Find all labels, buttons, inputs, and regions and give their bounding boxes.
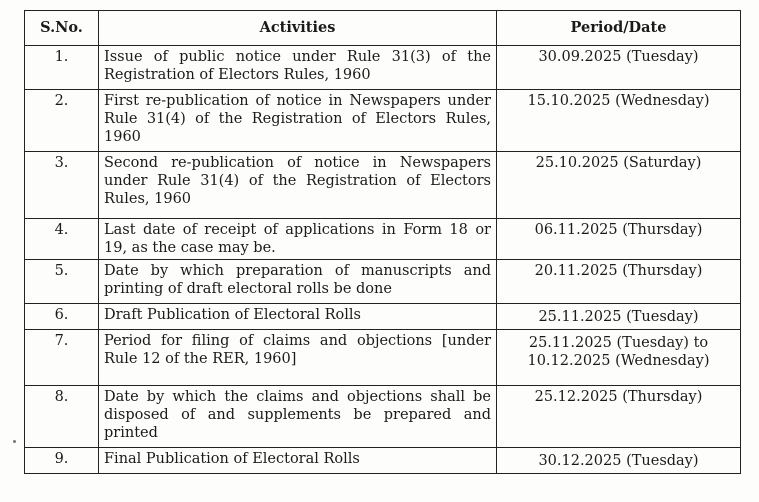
row-activity: First re-publication of notice in Newspapers under Rule 31(4) of the Registration of Electors Rules, 1960 [99,90,497,152]
row-activity: Date by which the claims and objections shall be disposed of and supplements be prepared and printed [99,386,497,448]
table-row [25,46,741,90]
row-sno: 7. [25,330,99,386]
row-date: 25.12.2025 (Thursday) [497,386,741,448]
header-period-date: Period/Date [497,11,741,46]
row-date: 25.11.2025 (Tuesday) [497,304,741,330]
row-activity: Second re-publication of notice in Newspapers under Rule 31(4) of the Registration of Electors Rules, 1960 [99,152,497,219]
table-row [25,386,741,448]
row-activity: Period for filing of claims and objections [under Rule 12 of the RER, 1960] [99,330,497,386]
row-sno: 2. [25,90,99,152]
table-row [25,90,741,152]
row-activity: Date by which preparation of manuscripts and printing of draft electoral rolls be done [99,260,497,304]
row-sno: 6. [25,304,99,330]
table-row [25,260,741,304]
row-activity: Final Publication of Electoral Rolls [99,448,497,474]
row-sno: 5. [25,260,99,304]
table-row [25,304,741,330]
schedule-table [24,10,741,474]
row-sno: 1. [25,46,99,90]
row-sno: 8. [25,386,99,448]
row-activity: Draft Publication of Electoral Rolls [99,304,497,330]
row-date: 20.11.2025 (Thursday) [497,260,741,304]
row-sno: 9. [25,448,99,474]
row-date-start: 25.11.2025 (Tuesday) to [528,335,709,351]
row-sno: 3. [25,152,99,219]
row-date-range [497,330,741,386]
row-activity: Issue of public notice under Rule 31(3) of the Registration of Electors Rules, 1960 [99,46,497,90]
row-date: 25.10.2025 (Saturday) [497,152,741,219]
row-date: 30.09.2025 (Tuesday) [497,46,741,90]
row-date: 30.12.2025 (Tuesday) [497,448,741,474]
table-row [25,448,741,474]
scan-speck [13,440,16,443]
header-activities: Activities [99,11,497,46]
row-sno: 4. [25,219,99,260]
row-date: 06.11.2025 (Thursday) [497,219,741,260]
table-row [25,219,741,260]
table-header [25,11,741,46]
header-sno: S.No. [25,11,99,46]
header-row [25,11,741,46]
table-row [25,330,741,386]
table-row [25,152,741,219]
row-date-end: 10.12.2025 (Wednesday) [527,353,710,369]
row-activity: Last date of receipt of applications in Form 18 or 19, as the case may be. [99,219,497,260]
row-date: 15.10.2025 (Wednesday) [497,90,741,152]
table-body [25,46,741,474]
